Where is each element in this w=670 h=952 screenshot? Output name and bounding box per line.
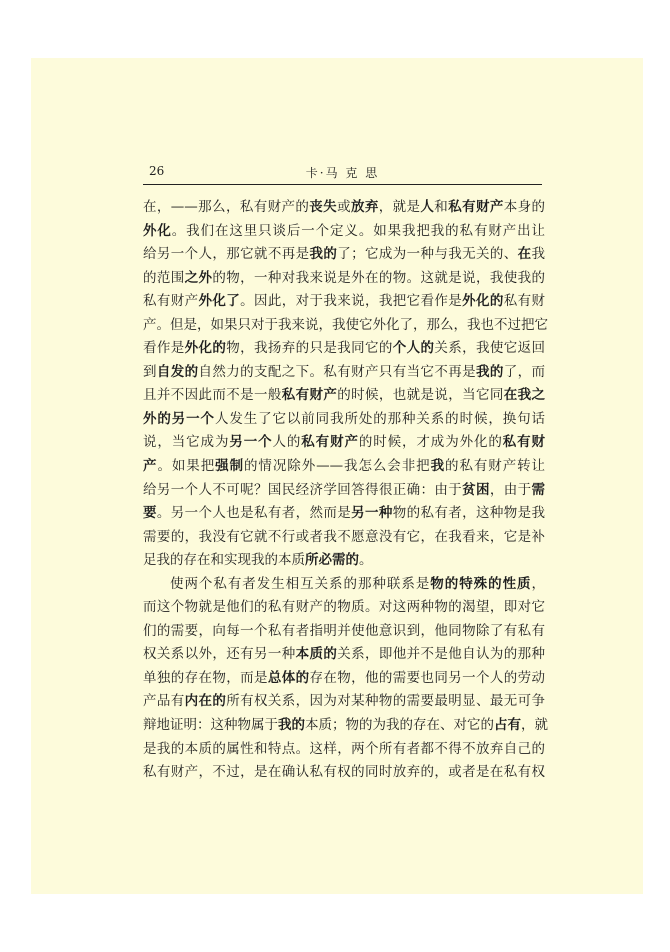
emphasized-text: 外化的	[184, 340, 227, 357]
emphasized-text: 我的	[278, 717, 305, 734]
emphasized-text: 贫困	[462, 481, 490, 498]
text-line	[143, 643, 545, 667]
text-segment: 看作是	[143, 340, 185, 357]
text-line	[143, 738, 545, 762]
body-text	[143, 196, 548, 785]
emphasized-text: 丧失	[309, 199, 338, 215]
text-segment: 权关系以外，还有另一种	[143, 646, 296, 663]
text-segment: 所有权关系，因为对某种物的需要最明显、最无可争	[226, 693, 545, 710]
text-segment: 了；它成为一种与我无关的、	[337, 246, 518, 263]
text-segment: 需要的，我没有它就不行或者我不愿意没有它，在我看来，它是补	[143, 528, 545, 545]
emphasized-text: 个人的	[392, 340, 435, 357]
text-line	[143, 690, 545, 714]
emphasized-text: 另一个	[229, 434, 273, 451]
text-segment: 。另一个人也是私有者，然而是	[156, 505, 352, 522]
emphasized-text: 外化了	[198, 293, 241, 310]
text-segment: ，	[531, 575, 546, 592]
text-segment: 物，我扬弃的只是我同它的	[226, 340, 393, 357]
running-header	[143, 158, 542, 185]
text-segment: 。我们在这里只谈后一个定义。如果我把我的私有财产出让	[171, 222, 546, 239]
text-line	[143, 431, 545, 455]
text-line	[143, 196, 545, 220]
running-title: 卡·马 克 思	[305, 166, 380, 180]
text-line	[143, 502, 545, 526]
emphasized-text: 私有财	[502, 434, 546, 451]
text-segment: 私有财	[503, 293, 545, 310]
text-segment: 产。但是，如果只对于我来说，我使它外化了，那么，我也不过把它	[143, 316, 548, 333]
text-line	[143, 408, 545, 432]
text-segment: 产品有	[143, 693, 185, 710]
text-line	[143, 714, 548, 738]
text-line	[143, 526, 545, 550]
emphasized-text: 私有财产	[448, 199, 504, 215]
emphasized-text: 在	[517, 246, 532, 263]
text-line	[143, 384, 545, 408]
text-line	[143, 479, 545, 503]
text-segment: 本身的	[503, 199, 546, 215]
text-line	[143, 620, 545, 644]
text-line	[143, 243, 545, 267]
emphasized-text: 产	[143, 458, 158, 475]
text-segment: 足我的存在和实现我的本质	[143, 552, 305, 569]
text-line	[143, 455, 545, 479]
text-segment: 且并不因此而不是一般	[143, 387, 282, 404]
emphasized-text: 总体的	[267, 669, 310, 686]
emphasized-text: 外的另一个	[143, 410, 215, 427]
text-line	[143, 761, 545, 785]
text-line	[143, 596, 545, 620]
text-line	[143, 361, 545, 385]
text-segment: 给另一个人，那它就不再是	[143, 246, 310, 263]
emphasized-text: 外化的	[462, 293, 504, 310]
text-segment: 人发生了它以前同我所处的那种关系的时候，换句话	[214, 410, 546, 427]
text-segment: 关系，即他并不是他自认为的那种	[337, 646, 545, 663]
text-segment: 了，而	[503, 363, 545, 380]
text-segment: ，由于	[489, 481, 532, 498]
emphasized-text: 人	[420, 199, 435, 215]
text-segment: 和	[434, 199, 449, 215]
emphasized-text: 私有财产	[281, 387, 338, 404]
emphasized-text: 本质的	[295, 646, 338, 663]
emphasized-text: 强制	[215, 458, 244, 475]
text-segment: 是我的本质的属性和特点。这样，两个所有者都不得不放弃自己的	[143, 740, 545, 757]
text-segment: 私有财产，不过，是在确认私有权的同时放弃的，或者是在私有权	[143, 764, 545, 781]
emphasized-text: 我	[430, 458, 446, 475]
text-line	[143, 573, 545, 597]
text-segment: 而这个物就是他们的私有财产的物质。对这两种物的渴望，即对它	[143, 599, 545, 616]
text-segment: 的情况除外——我怎么会非把	[244, 458, 431, 475]
text-segment: 们的需要，向每一个私有者指明并使他意识到，他同物除了有私有	[143, 622, 545, 639]
emphasized-text: 需	[531, 481, 545, 498]
text-segment: 使两个私有者发生相互关系的那种联系是	[170, 575, 431, 592]
text-segment: 我	[531, 246, 545, 263]
emphasized-text: 所必需的	[305, 552, 359, 569]
emphasized-text: 内在的	[184, 693, 227, 710]
text-segment: 的时候，也就是说，当它同	[337, 387, 504, 404]
emphasized-text: 要	[143, 505, 157, 522]
text-segment: 到	[143, 363, 157, 380]
text-segment: 说，当它成为	[143, 434, 230, 451]
emphasized-text: 我的	[309, 246, 338, 263]
text-segment: 。因此，对于我来说，我把它看作是	[240, 293, 463, 310]
text-segment: 的物，一种对我来说是外在的物。这就是说，我使我的	[212, 269, 545, 286]
text-line	[143, 337, 545, 361]
text-segment: 辩地证明：这种物属于	[143, 717, 278, 734]
text-line	[143, 667, 545, 691]
text-line	[143, 220, 545, 244]
emphasized-text: 物的特殊的性质	[430, 575, 532, 592]
emphasized-text: 自发的	[156, 363, 199, 380]
emphasized-text: 我的	[476, 363, 504, 380]
emphasized-text: 在我之	[503, 387, 545, 404]
text-segment: 关系，我使它返回	[434, 340, 545, 357]
emphasized-text: 私有财产	[301, 434, 359, 451]
text-line	[143, 314, 548, 338]
text-segment: 人的	[272, 434, 302, 451]
text-segment: 的时候，才成为外化的	[358, 434, 503, 451]
text-segment: 或	[337, 199, 351, 215]
text-line	[143, 549, 545, 573]
text-segment: 。	[359, 552, 373, 569]
emphasized-text: 外化	[143, 222, 172, 239]
text-segment: 给另一个人不可呢？国民经济学回答得很正确：由于	[143, 481, 463, 498]
page-number: 26	[149, 164, 165, 178]
text-segment: 私有财产	[143, 293, 199, 310]
text-segment: 存在物，他的需要也同另一个人的劳动	[309, 669, 545, 686]
text-segment: ，就是	[378, 199, 421, 215]
text-segment: 的私有财产转让	[445, 458, 546, 475]
text-segment: ，就	[521, 717, 548, 734]
text-line	[143, 290, 545, 314]
text-segment: 本质；物的为我的存在、对它的	[305, 717, 494, 734]
emphasized-text: 另一种	[351, 505, 393, 522]
text-segment: 。如果把	[157, 458, 216, 475]
text-segment: 在，——那么，私有财产的	[143, 199, 310, 215]
text-line	[143, 267, 545, 291]
text-segment: 的范围	[143, 269, 185, 286]
emphasized-text: 放弃	[350, 199, 379, 215]
text-segment: 物的私有者，这种物是我	[392, 505, 545, 522]
text-segment: 自然力的支配之下。私有财产只有当它不再是	[198, 363, 476, 380]
emphasized-text: 之外	[184, 269, 213, 286]
emphasized-text: 占有	[494, 717, 521, 734]
text-segment: 单独的存在物，而是	[143, 669, 268, 686]
